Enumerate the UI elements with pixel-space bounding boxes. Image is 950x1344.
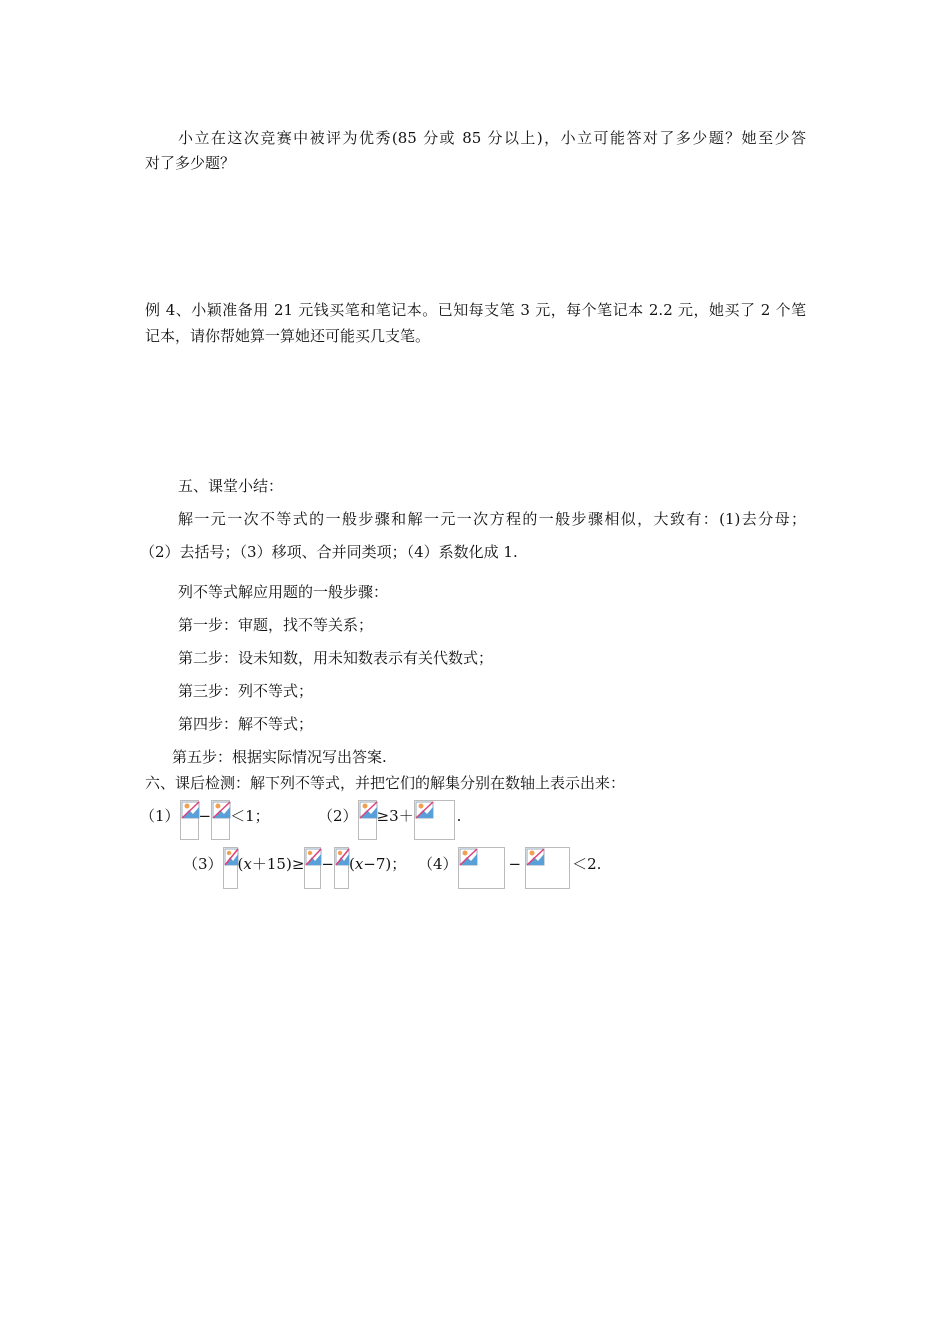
example-4-line1: 例 4、小颖准备用 21 元钱买笔和笔记本。已知每支笔 3 元，每个笔记本 2.2 元，她买了 2 个笔	[145, 301, 806, 319]
step-5: 第五步：根据实际情况写出答案.	[172, 748, 387, 766]
broken-image-icon	[334, 847, 349, 889]
summary-para-line2: （2）去括号；（3）移项、合并同类项；（4）系数化成 1.	[140, 543, 518, 561]
steps-intro: 列不等式解应用题的一般步骤：	[178, 583, 389, 601]
broken-image-icon	[358, 800, 377, 840]
step-1: 第一步：审题，找不等关系；	[178, 616, 374, 634]
problem-3-minus: −	[321, 855, 334, 873]
step-2: 第二步：设未知数，用未知数表示有关代数式；	[178, 649, 494, 667]
problem-2-end: .	[456, 807, 462, 825]
problem-4	[418, 847, 601, 889]
broken-image-icon	[414, 800, 455, 840]
broken-image-icon	[211, 800, 230, 840]
summary-heading: 五、课堂小结：	[178, 477, 284, 495]
example-4-line2: 记本，请你帮她算一算她还可能买几支笔。	[145, 327, 431, 345]
problem-1-relation: ＜1；	[230, 807, 270, 825]
problem-3-term-2: −7)；	[363, 855, 407, 873]
problem-2	[318, 800, 461, 840]
problem-3-term: ＋15)≥	[251, 855, 305, 873]
broken-image-icon	[180, 800, 199, 840]
problem-3-label: （3）	[183, 855, 223, 873]
problem-3-variable-2: x	[354, 855, 364, 873]
problem-1-minus: −	[198, 807, 212, 825]
broken-image-icon	[525, 847, 570, 889]
broken-image-icon	[304, 847, 321, 889]
problem-1-label: （1）	[140, 807, 180, 825]
problem-4-relation: ＜2.	[572, 855, 602, 873]
broken-image-icon	[223, 847, 238, 889]
problem-3-variable: x	[243, 855, 252, 873]
problem-4-label: （4）	[418, 855, 458, 873]
problem-2-relation: ≥3＋	[376, 807, 414, 825]
problem-3-open-paren: (	[237, 855, 244, 873]
problem-3	[183, 847, 406, 889]
step-3: 第三步：列不等式；	[178, 682, 314, 700]
question-paragraph-line2: 对了多少题？	[145, 154, 236, 172]
step-4: 第四步：解不等式；	[178, 715, 314, 733]
problem-1	[140, 800, 270, 840]
problem-2-label: （2）	[318, 807, 358, 825]
broken-image-icon	[458, 847, 505, 889]
summary-para-line1: 解一元一次不等式的一般步骤和解一元一次方程的一般步骤相似，大致有：(1)去分母；	[178, 510, 806, 528]
homework-heading: 六、课后检测：解下列不等式，并把它们的解集分别在数轴上表示出来：	[145, 774, 626, 792]
problem-4-minus: −	[508, 855, 522, 873]
question-paragraph-line1: 小立在这次竞赛中被评为优秀(85 分或 85 分以上)，小立可能答对了多少题？她至少答	[178, 129, 806, 147]
problem-3-open-paren-2: (	[348, 855, 355, 873]
